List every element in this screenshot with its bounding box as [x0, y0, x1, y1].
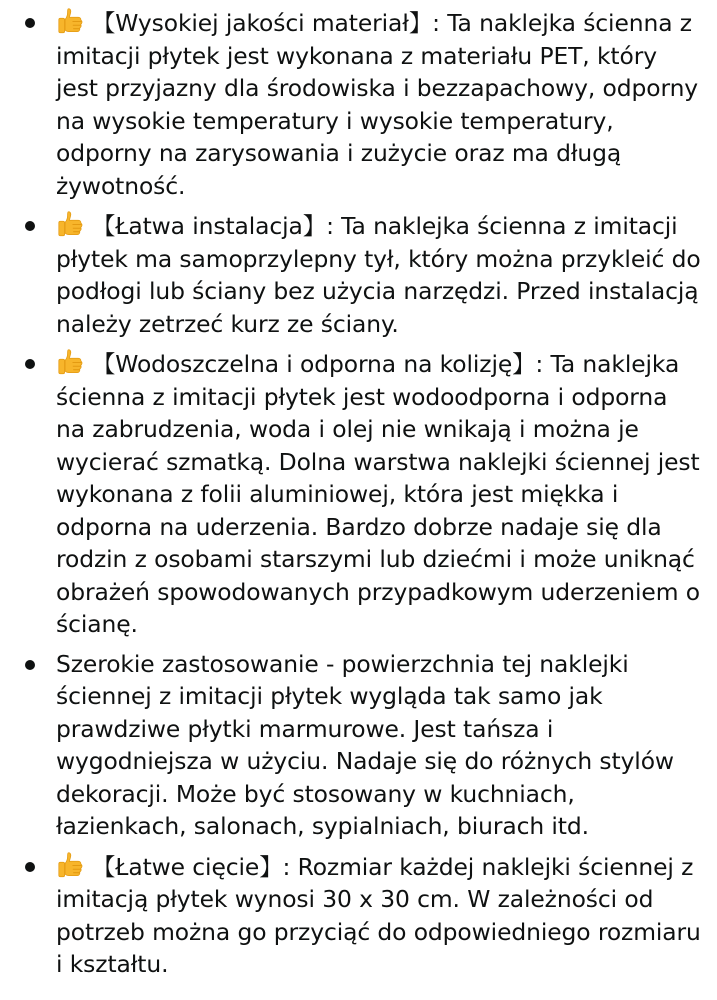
bullet-dot: [25, 862, 35, 872]
bullet-text: 【Wysokiej jakości materiał】: Ta naklejka ścienna z imitacji płytek jest wykonana z materiału PET, który jest przyjazny dla środowiska i bezzapachowy, odporny na wysokie temperatury i wysokie temperatury, odporny na zarysowania i zużycie oraz ma długą żywotność.: [56, 9, 699, 200]
bullet-text: 【Wodoszczelna i odporna na kolizję】: Ta naklejka ścienna z imitacji płytek jest wodoodporna i odporna na zabrudzenia, woda i olej nie wnikają i można je wycierać szmatką. Dolna warstwa naklejki ściennej jest wykonana z folii aluminiowej, która jest miękka i odporna na uderzenia. Bardzo dobrze nadaje się dla rodzin z osobami starszymi lub dziećmi i może uniknąć obrażeń spowodowanych przypadkowym uderzeniem o ścianę.: [56, 350, 700, 638]
feature-bullet-list: [0, 6, 717, 988]
bullet-dot: [25, 660, 35, 670]
thumbs-up-icon: [56, 850, 86, 880]
bullet-item-application: [0, 648, 717, 843]
bullet-text: Szerokie zastosowanie - powierzchnia tej naklejki ściennej z imitacji płytek wygląda tak samo jak prawdziwe płytki marmurowe. Jest tańsza i wygodniejsza w użyciu. Nadaje się do różnych stylów dekoracji. Może być stosowany w kuchniach, łazienkach, salonach, sypialniach, biurach itd.: [56, 649, 674, 840]
bullet-item-installation: [0, 209, 717, 340]
thumbs-up-icon: [56, 6, 86, 36]
bullet-item-waterproof: [0, 347, 717, 641]
thumbs-up-icon: [56, 209, 86, 239]
bullet-item-material: [0, 6, 717, 202]
bullet-dot: [25, 221, 35, 231]
bullet-text: 【Łatwa instalacja】: Ta naklejka ścienna z imitacji płytek ma samoprzylepny tył, który można przykleić do podłogi lub ściany bez użycia narzędzi. Przed instalacją należy zetrzeć kurz ze ściany.: [56, 212, 701, 338]
bullet-text: 【Łatwe cięcie】: Rozmiar każdej naklejki ściennej z imitacją płytek wynosi 30 x 30 cm. W zależności od potrzeb można go przyciąć do odpowiedniego rozmiaru i kształtu.: [56, 852, 701, 978]
bullet-dot: [25, 359, 35, 369]
thumbs-up-icon: [56, 347, 86, 377]
bullet-item-cutting: [0, 850, 717, 981]
bullet-dot: [25, 18, 35, 28]
